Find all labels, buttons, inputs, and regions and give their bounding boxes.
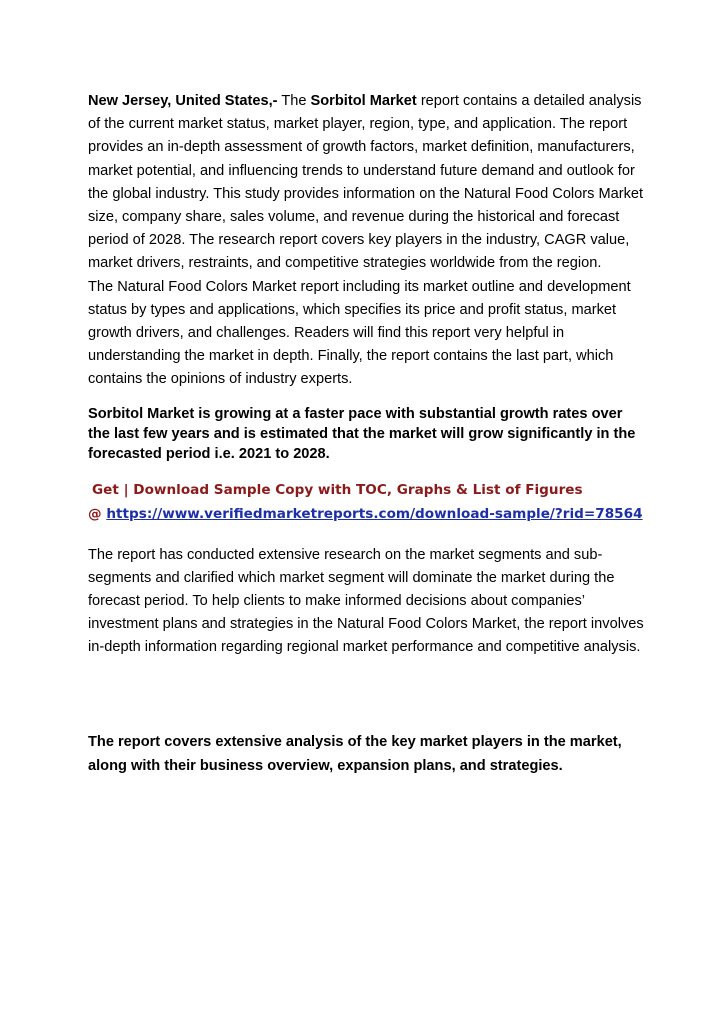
download-cta [88,478,648,526]
cta-at: @ [88,505,107,522]
intro-second-paragraph: The Natural Food Colors Market report including its market outline and development status by types and applications, which specifies its price and profit status, market growth drivers, and challenges. Readers will find this report very helpful in understanding the market in depth. Finally, the report contains the last part, which contains the opinions of industry experts. [88,278,631,388]
cta-text: Get | Download Sample Copy with TOC, Graphs & List of Figures [92,481,583,498]
intro-paragraph [88,90,648,276]
market-name: Sorbitol Market [310,93,417,109]
key-players-paragraph: The report covers extensive analysis of the key market players in the market, along with their business overview, expansion plans, and strategies. [88,733,622,775]
segments-paragraph: The report has conducted extensive research on the market segments and sub-segments and clarified which market segment will dominate the market during the forecast period. To help clients to make informed decisions about companies’ investment plans and strategies in the Natural Food Colors Market, the report involves in-depth information regarding regional market performance and competitive analysis. [88,546,644,656]
intro-the: The [277,93,311,109]
document-page [88,90,648,778]
download-sample-link[interactable]: https://www.verifiedmarketreports.com/download-sample/?rid=78564 [106,505,643,522]
growth-statement: Sorbitol Market is growing at a faster pace with substantial growth rates over the last few years and is estimated that the market will grow significantly in the forecasted period i.e. 2021 to 2028. [88,405,636,462]
location-label: New Jersey, United States,- [88,93,278,109]
intro-text: report contains a detailed analysis of the current market status, market player, region, type, and application. The report provides an in-depth assessment of growth factors, market definition, manufacturers, market potential, and influencing trends to understand future demand and outlook for the global industry. This study provides information on the Natural Food Colors Market size, company share, sales volume, and revenue during the historical and forecast period of 2028. The research report covers key players in the industry, CAGR value, market drivers, restraints, and competitive strategies worldwide from the region. [88,93,644,272]
